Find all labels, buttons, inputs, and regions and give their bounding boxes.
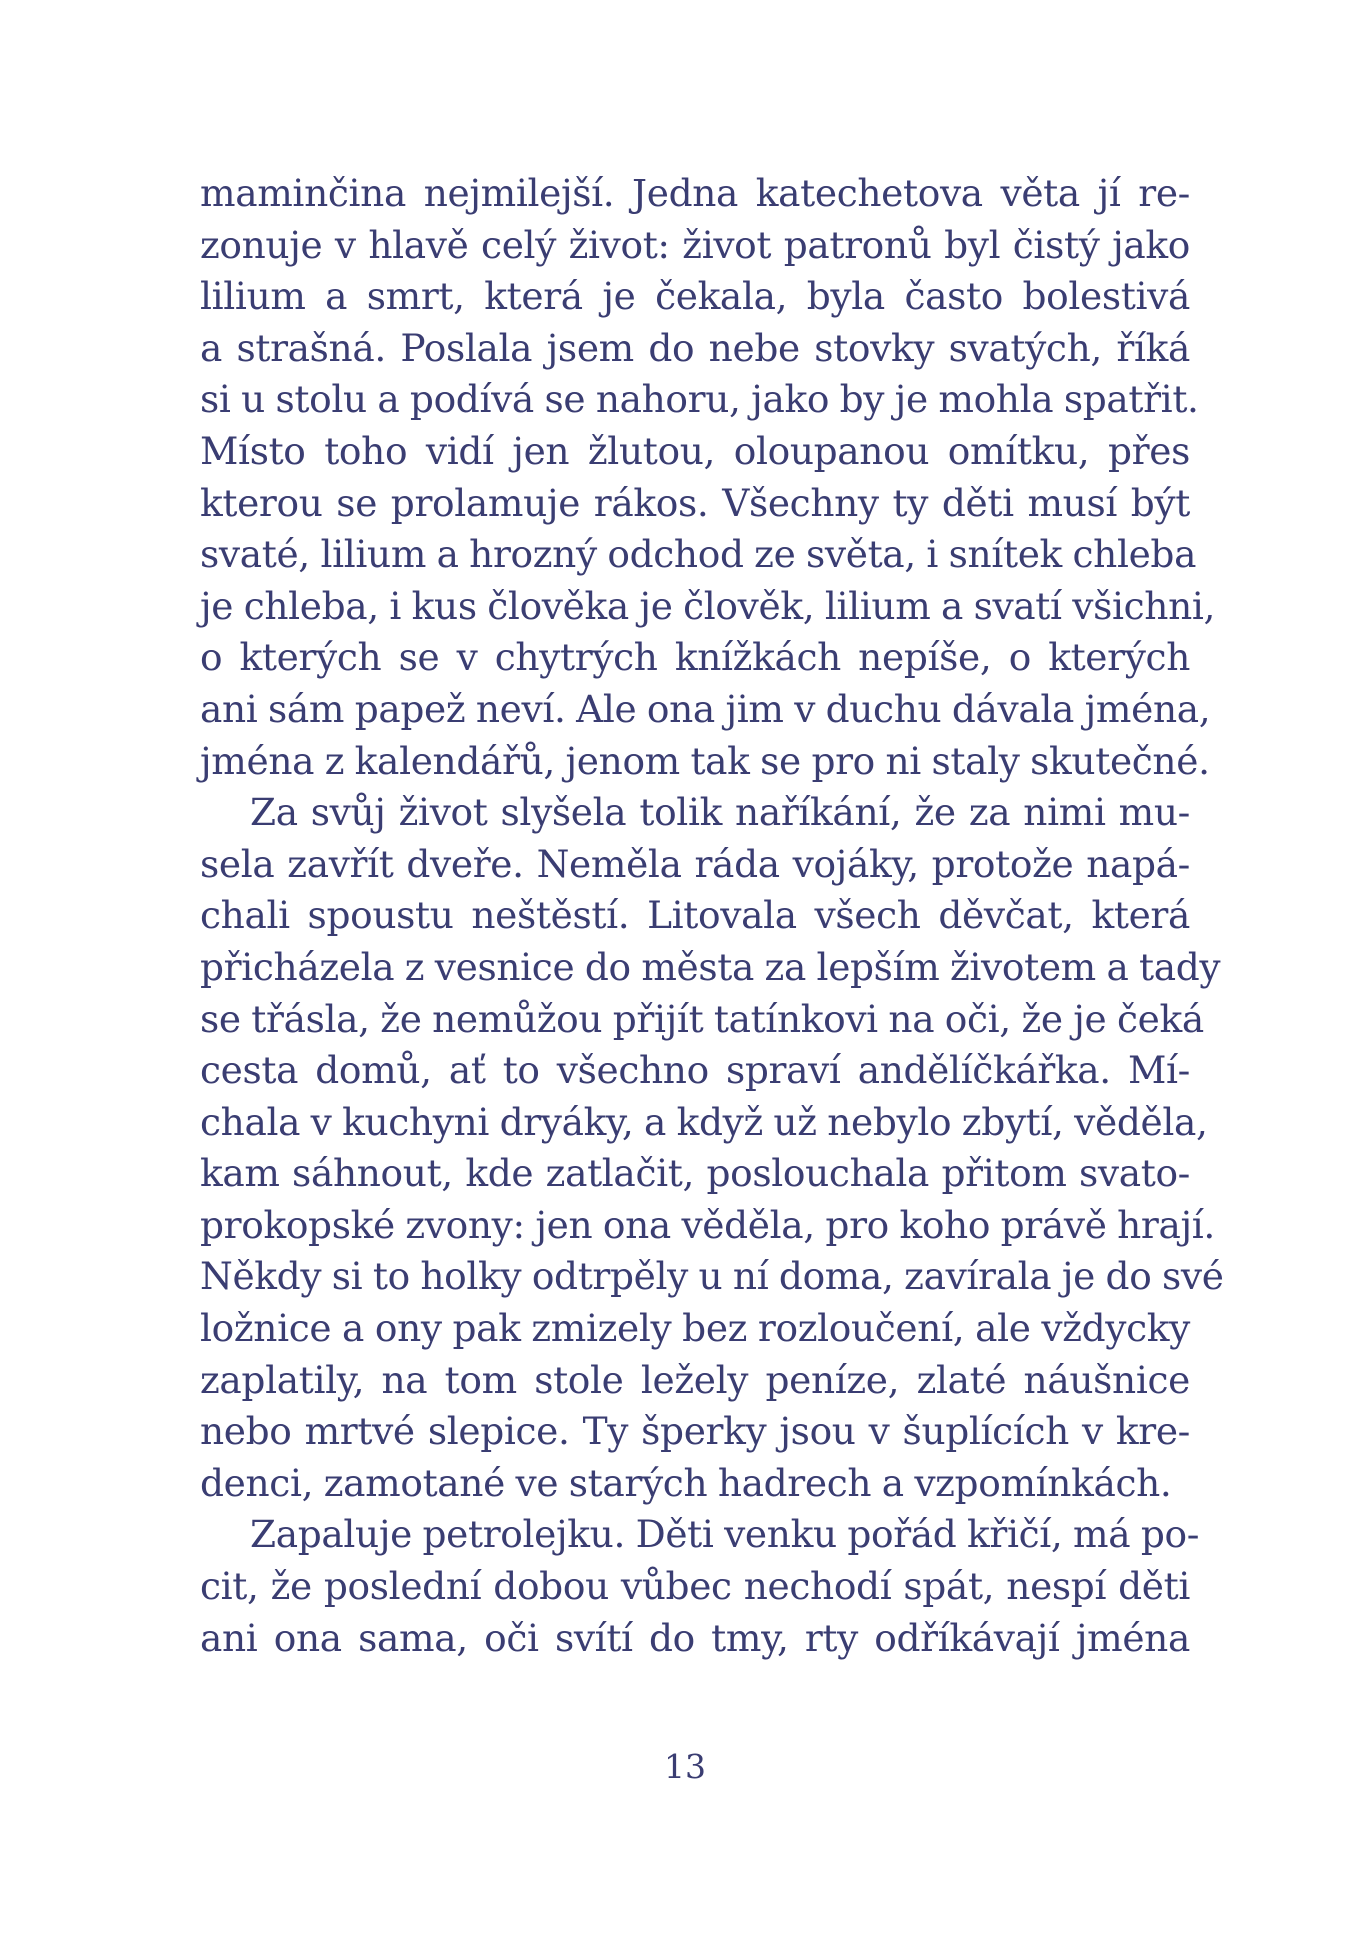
text-line: Místo toho vidí jen žlutou, oloupanou omítku, přes <box>200 428 1190 473</box>
text-line: prokopské zvony: jen ona věděla, pro koho právě hrají. <box>200 1202 1216 1247</box>
text-line: ložnice a ony pak zmizely bez rozloučení, ale vždycky <box>200 1306 1190 1351</box>
text-line: je chleba, i kus člověka je člověk, lilium a svatí všichni, <box>200 583 1216 628</box>
text-line: Zapaluje petrolejku. Děti venku pořád křičí, má po- <box>250 1512 1200 1557</box>
text-line: zaplatily, na tom stole ležely peníze, zlaté náušnice <box>200 1357 1190 1402</box>
text-line: nebo mrtvé slepice. Ty šperky jsou v šuplících v kre- <box>200 1409 1190 1454</box>
text-line: přicházela z vesnice do města za lepším životem a tady <box>200 944 1221 989</box>
text-line: a strašná. Poslala jsem do nebe stovky svatých, říká <box>200 325 1190 370</box>
text-line: kterou se prolamuje rákos. Všechny ty děti musí být <box>200 480 1190 525</box>
text-line: Někdy si to holky odtrpěly u ní doma, zavírala je do své <box>200 1254 1224 1299</box>
text-line: cit, že poslední dobou vůbec nechodí spát, nespí děti <box>200 1564 1190 1609</box>
text-line: kam sáhnout, kde zatlačit, poslouchala přitom svato- <box>200 1151 1190 1196</box>
text-line: lilium a smrt, která je čekala, byla často bolestivá <box>200 274 1190 319</box>
text-line: sela zavřít dveře. Neměla ráda vojáky, protože napá- <box>200 841 1190 886</box>
text-line: cesta domů, ať to všechno spraví andělíčkářka. Mí- <box>200 1048 1190 1093</box>
body-text <box>200 168 1224 1664</box>
text-line: ani ona sama, oči svítí do tmy, rty odříkávají jména <box>200 1615 1190 1660</box>
text-line: Za svůj život slyšela tolik naříkání, že za nimi mu- <box>250 790 1190 835</box>
text-line: svaté, lilium a hrozný odchod ze světa, i snítek chleba <box>200 532 1197 577</box>
text-line: o kterých se v chytrých knížkách nepíše, o kterých <box>200 635 1190 680</box>
text-line: si u stolu a podívá se nahoru, jako by je mohla spatřit. <box>200 377 1199 422</box>
text-line: denci, zamotané ve starých hadrech a vzpomínkách. <box>200 1460 1172 1505</box>
text-line: maminčina nejmilejší. Jedna katechetova věta jí re- <box>200 171 1190 215</box>
text-line: zonuje v hlavě celý život: život patronů byl čistý jako <box>200 222 1190 267</box>
text-line: jména z kalendářů, jenom tak se pro ni staly skutečné. <box>200 738 1210 783</box>
text-line: chali spoustu neštěstí. Litovala všech děvčat, která <box>200 893 1190 938</box>
page-number: 13 <box>664 1747 706 1786</box>
text-line: chala v kuchyni dryáky, a když už nebylo zbytí, věděla, <box>200 1099 1208 1144</box>
text-line: se třásla, že nemůžou přijít tatínkovi na oči, že je čeká <box>200 996 1204 1041</box>
text-line: ani sám papež neví. Ale ona jim v duchu dávala jména, <box>200 686 1211 731</box>
